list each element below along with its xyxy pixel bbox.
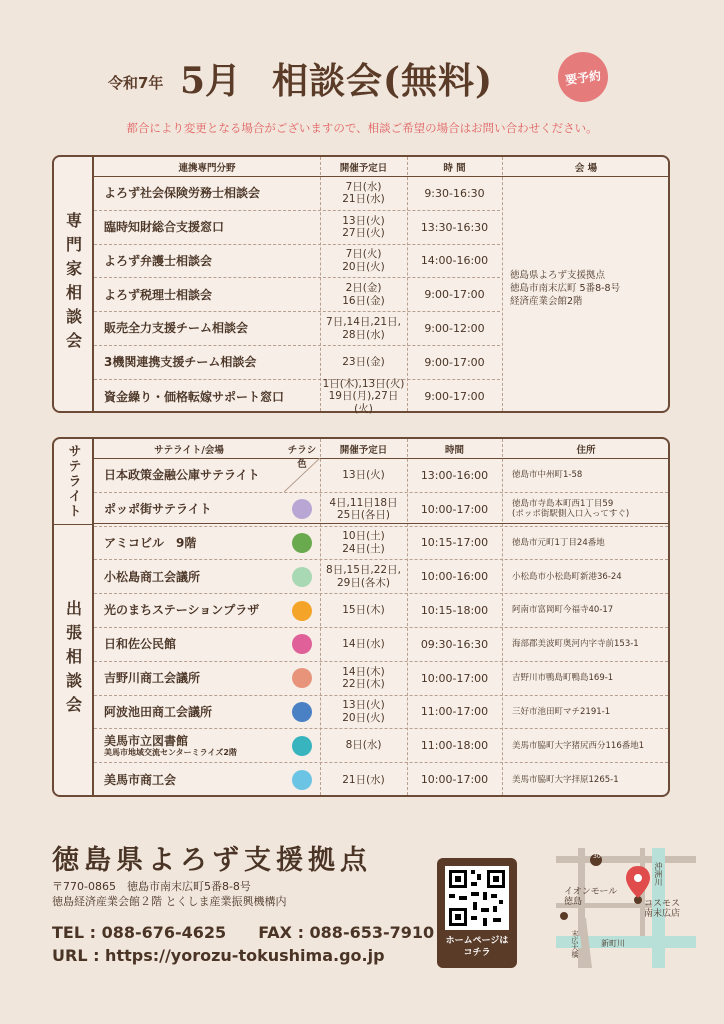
flyer-color-cell [284, 662, 320, 695]
satellite-name: 美馬市商工会 [104, 772, 177, 787]
map-river-label: 新町川 [601, 939, 625, 948]
specialist-row [94, 278, 500, 312]
satellite-row [94, 493, 668, 527]
header-place: サテライト/会場 [154, 445, 224, 456]
header-date: 開催予定日 [339, 163, 388, 174]
specialist-row [94, 346, 500, 380]
reservation-badge-text: 要予約 [564, 68, 602, 87]
contact-url[interactable]: URL : https://yorozu-tokushima.go.jp [52, 946, 385, 965]
satellite-time: 11:00-18:00 [420, 739, 489, 753]
satellite-address: 三好市池田町マチ2191-1 [512, 706, 611, 717]
satellite-time: 10:15-17:00 [420, 536, 489, 550]
specialist-time: 9:30-16:30 [424, 186, 485, 200]
flyer-color-dot [292, 770, 312, 790]
org-name: 徳島県よろず支援拠点 [52, 845, 372, 876]
satellite-date: 15日(木) [342, 604, 385, 617]
satellite-date: 14日(水) [342, 638, 385, 651]
satellite-row [94, 696, 668, 730]
page-title: 相談会(無料) [272, 60, 494, 102]
header-field: 連携専門分野 [178, 163, 236, 174]
header-address: 住所 [576, 445, 596, 456]
satellite-name: 阿波池田商工会議所 [104, 704, 213, 719]
satellite-row [94, 763, 668, 797]
specialist-row [94, 245, 500, 279]
header-time: 時 間 [443, 163, 466, 174]
flyer-color-dot [292, 736, 312, 756]
satellite-time: 10:00-16:00 [420, 570, 489, 584]
satellite-time: 13:00-16:00 [420, 468, 489, 482]
satellite-address: 吉野川市鴨島町鴨島169-1 [512, 673, 614, 684]
flyer-color-cell [284, 696, 320, 729]
address-line-1: 〒770-0865 徳島市南末広町5番8-8号 [52, 880, 251, 893]
map-aeon-label: イオンモール 徳島 [564, 887, 618, 907]
specialist-side-text: 専門家相談会 [63, 212, 83, 356]
satellite-time: 10:00-17:00 [420, 773, 489, 787]
header-date2: 開催予定日 [339, 445, 388, 456]
flyer-color-dot [292, 499, 312, 519]
satellite-date: 21日(水) [342, 773, 385, 786]
satellite-address: 美馬市脇町大字猪尻西分116番地1 [512, 740, 645, 751]
specialist-date: 1日(木),13日(火) 19日(月),27日(火) [322, 377, 405, 415]
satellite-subname: 美馬市地域交流センターミライズ2階 [104, 748, 237, 758]
specialist-row [94, 211, 500, 245]
satellite-table [52, 437, 670, 797]
specialist-row [94, 377, 500, 415]
map-bridge-label: 末広大橋 [571, 930, 579, 958]
flyer-color-dot [292, 601, 312, 621]
address-line-2: 徳島経済産業会館２階 とくしま産業振興機構内 [52, 894, 287, 908]
satellite-address: 徳島市寺島本町西1丁目59 (ポッポ街駅側入口入ってすぐ) [512, 499, 630, 520]
outreach-side-label [54, 525, 94, 795]
specialist-venue: 徳島県よろず支援拠点 徳島市南末広町 5番8-8号 経済産業会館2階 [510, 270, 621, 307]
specialist-name: よろず税理士相談会 [104, 287, 213, 302]
satellite-name-cell [94, 729, 284, 762]
satellite-date: 8日,15日,22日, 29日(各木) [326, 564, 401, 589]
satellite-name: 美馬市立図書館 [104, 733, 189, 748]
flyer-color-cell [284, 729, 320, 762]
specialist-name: 3機関連携支援チーム相談会 [104, 355, 257, 370]
satellite-row [94, 628, 668, 662]
specialist-date: 7日(火) 20日(火) [342, 248, 385, 273]
flyer-color-dot [292, 668, 312, 688]
specialist-name: 資金繰り・価格転嫁サポート窓口 [104, 389, 285, 404]
header-venue: 会 場 [574, 163, 598, 174]
satellite-name: 日和佐公民館 [104, 637, 177, 652]
satellite-row [94, 662, 668, 696]
satellite-date: 4日,11日18日 25日(各日) [329, 496, 398, 522]
flyer-color-cell [284, 560, 320, 593]
specialist-date: 2日(金) 16日(金) [342, 282, 385, 307]
satellite-header-row [94, 439, 668, 470]
flyer-color-dot [292, 702, 312, 722]
header-color: チラシ色 [287, 445, 317, 470]
specialist-table [52, 155, 670, 413]
specialist-time: 13:30-16:30 [420, 220, 489, 234]
specialist-time: 14:00-16:00 [420, 254, 489, 268]
satellite-date: 8日(水) [345, 739, 382, 752]
change-notice: 都合により変更となる場合がございますので、相談ご希望の場合はお問い合わせください。 [126, 121, 598, 135]
qr-code-icon[interactable] [445, 866, 509, 930]
map-cosmos-label: コスモス 南末広店 [644, 899, 681, 919]
satellite-time: 09:30-16:30 [420, 637, 489, 651]
satellite-name: 日本政策金融公庫サテライト [104, 468, 260, 483]
flyer-color-cell [284, 493, 320, 526]
map-river2-label: 沖洲川 [654, 862, 663, 886]
satellite-row [94, 560, 668, 594]
specialist-time: 9:00-17:00 [424, 355, 485, 369]
specialist-time: 9:00-12:00 [424, 321, 485, 335]
satellite-row [94, 594, 668, 628]
flyer-color-dot [292, 567, 312, 587]
satellite-name: ポッポ街サテライト [104, 502, 212, 516]
outreach-side-text: 出張相談会 [63, 600, 83, 720]
reservation-badge [555, 49, 611, 105]
satellite-row [94, 459, 668, 493]
satellite-date: 10日(土) 24日(土) [342, 530, 385, 555]
flyer-color-cell [284, 527, 320, 560]
flyer-color-cell [284, 763, 320, 797]
qr-code-panel[interactable] [437, 858, 517, 968]
specialist-time: 9:00-17:00 [424, 288, 485, 302]
specialist-name: 販売全力支援チーム相談会 [104, 321, 249, 336]
satellite-time: 11:00-17:00 [420, 705, 489, 719]
specialist-header-row [94, 157, 668, 177]
satellite-time: 10:00-17:00 [420, 671, 489, 685]
map-road-number: 30 [593, 853, 601, 860]
specialist-name: よろず弁護士相談会 [104, 253, 213, 268]
specialist-time: 9:00-17:00 [424, 390, 485, 404]
specialist-name: よろず社会保険労務士相談会 [104, 186, 261, 201]
satellite-address: 小松島市小松島町新港36-24 [512, 571, 622, 582]
specialist-date: 13日(火) 27日(火) [342, 214, 385, 240]
satellite-address: 阿南市富岡町今福寺40-17 [512, 605, 614, 616]
satellite-address: 美馬市脇町大字拝原1265-1 [512, 774, 619, 785]
flyer-color-cell [284, 594, 320, 627]
specialist-date: 7日(水) 21日(水) [342, 180, 385, 206]
header-time2: 時間 [444, 445, 464, 456]
month-label: 5月 [180, 60, 242, 102]
contact-tel-fax: TEL : 088-676-4625 FAX : 088-653-7910 [52, 923, 435, 942]
specialist-name: 臨時知財総合支援窓口 [104, 220, 225, 234]
era-label: 令和7年 [108, 74, 164, 92]
flyer-color-dot [292, 634, 312, 654]
satellite-name: 吉野川商工会議所 [104, 671, 201, 685]
flyer-color-cell [284, 459, 320, 492]
org-address [52, 880, 287, 910]
specialist-side-label [54, 157, 94, 411]
specialist-row [94, 312, 500, 346]
specialist-row [94, 177, 500, 211]
satellite-name: 光のまちステーションプラザ [104, 603, 260, 618]
satellite-name: アミコビル 9階 [104, 535, 197, 550]
satellite-time: 10:00-17:00 [420, 502, 489, 516]
specialist-date: 7日,14日,21日, 28日(水) [326, 315, 401, 341]
satellite-side-text: サテライト [65, 444, 81, 519]
flyer-color-dot [292, 533, 312, 553]
specialist-date: 23日(金) [342, 356, 385, 369]
satellite-address: 海部郡美波町奥河内字寺前153-1 [512, 639, 639, 650]
satellite-address: 徳島市元町1丁目24番地 [512, 537, 605, 548]
satellite-date: 13日(火) [342, 469, 385, 482]
satellite-row [94, 527, 668, 561]
satellite-row [94, 729, 668, 763]
location-map [556, 848, 696, 968]
satellite-name: 小松島商工会議所 [104, 569, 201, 584]
satellite-side-label [54, 439, 94, 525]
qr-caption: ホームページは コチラ [445, 936, 509, 958]
satellite-date: 13日(火) 20日(火) [342, 699, 385, 724]
satellite-date: 14日(木) 22日(木) [342, 665, 385, 691]
satellite-time: 10:15-18:00 [420, 603, 489, 617]
satellite-address: 徳島市中州町1-58 [512, 470, 583, 481]
flyer-color-cell [284, 628, 320, 661]
